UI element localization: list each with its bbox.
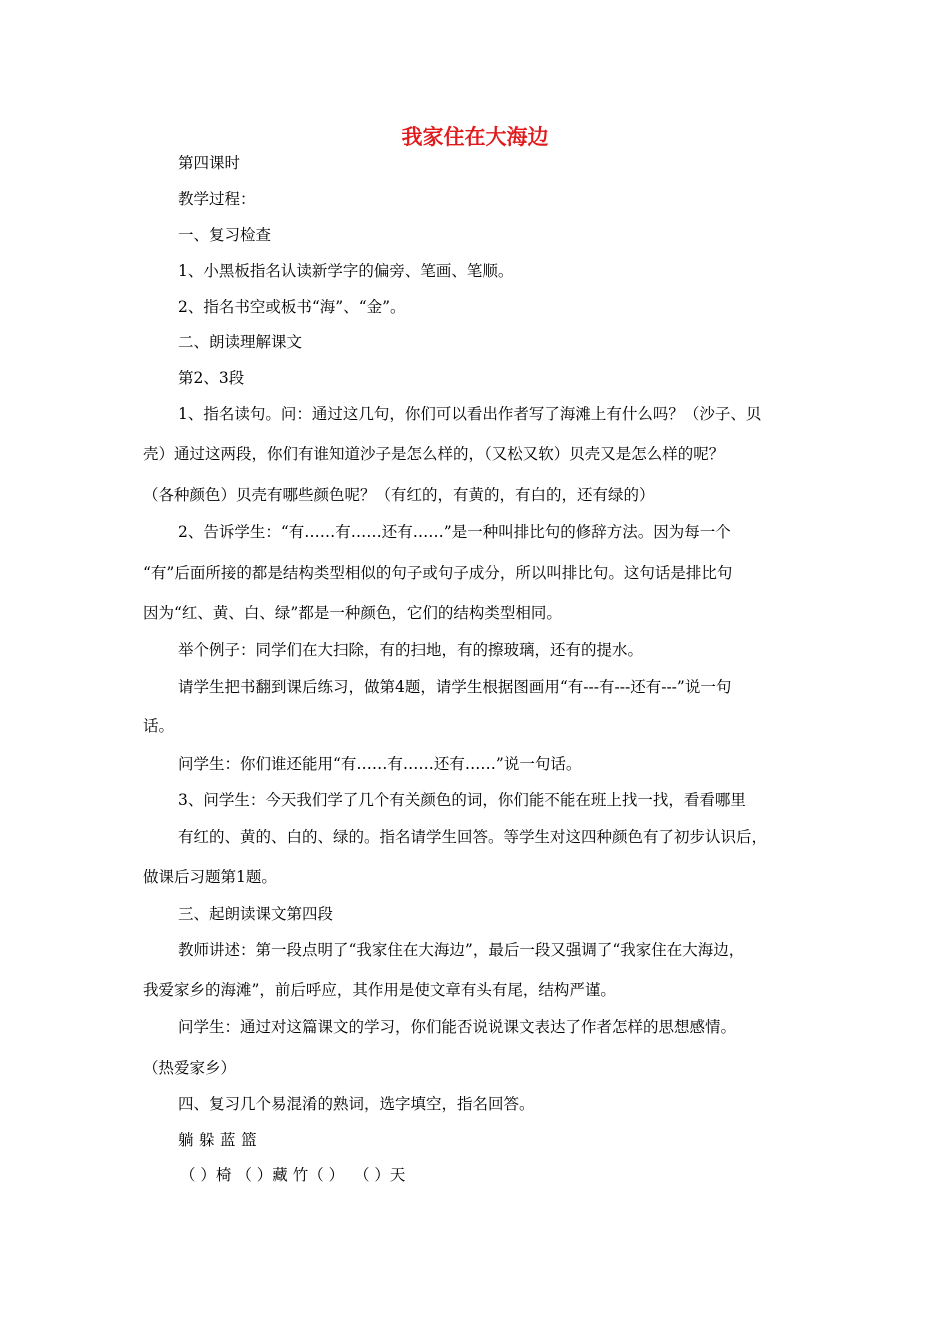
paragraph-line: 第2、3段 <box>178 369 245 387</box>
paragraph-line: 2、告诉学生：“有……有……还有……”是一种叫排比句的修辞方法。因为每一个 <box>178 523 731 541</box>
paragraph-line: 话。 <box>143 717 175 735</box>
paragraph-line: （热爱家乡） <box>143 1059 237 1077</box>
paragraph-line: 教师讲述：第一段点明了“我家住在大海边”，最后一段又强调了“我家住在大海边， <box>178 941 745 959</box>
paragraph-line: 壳）通过这两段，你们有谁知道沙子是怎么样的，（又松又软）贝壳又是怎么样的呢？ <box>143 445 725 463</box>
paragraph-line: 2、指名书空或板书“海”、“金”。 <box>178 298 406 316</box>
paragraph-line: 做课后习题第1题。 <box>143 868 277 886</box>
heading-review-words: 四、复习几个易混淆的熟词，选字填空，指名回答。 <box>178 1095 535 1113</box>
document-title: 我家住在大海边 <box>401 125 549 149</box>
heading-review: 一、复习检查 <box>178 226 272 244</box>
paragraph-line: 因为“红、黄、白、绿”都是一种颜色，它们的结构类型相同。 <box>143 604 562 622</box>
paragraph-line: “有”后面所接的都是结构类型相似的句子或句子成分，所以叫排比句。这句话是排比句 <box>143 564 733 582</box>
paragraph-line: 问学生：你们谁还能用“有……有……还有……”说一句话。 <box>178 755 582 773</box>
paragraph-line: 1、小黑板指名认读新学字的偏旁、笔画、笔顺。 <box>178 262 514 280</box>
paragraph-line: 问学生：通过对这篇课文的学习，你们能否说说课文表达了作者怎样的思想感情。 <box>178 1018 737 1036</box>
fill-in-blanks: （ ）椅 （ ）藏 竹（ ） （ ）天 <box>180 1166 406 1184</box>
word-choices: 躺 躲 蓝 篮 <box>178 1131 257 1149</box>
paragraph-line: 请学生把书翻到课后练习，做第4题，请学生根据图画用“有---有---还有---”说一句 <box>178 678 732 696</box>
paragraph-line: 1、指名读句。问：通过这几句，你们可以看出作者写了海滩上有什么吗？（沙子、贝 <box>178 405 762 423</box>
lesson-period: 第四课时 <box>178 154 241 172</box>
paragraph-line: 有红的、黄的、白的、绿的。指名请学生回答。等学生对这四种颜色有了初步认识后， <box>178 828 768 846</box>
paragraph-line: 3、问学生：今天我们学了几个有关颜色的词，你们能不能在班上找一找，看看哪里 <box>178 791 746 809</box>
section-label: 教学过程： <box>178 190 256 208</box>
paragraph-line: 举个例子：同学们在大扫除，有的扫地，有的擦玻璃，还有的提水。 <box>178 641 644 659</box>
heading-read-fourth: 三、起朗读课文第四段 <box>178 905 334 923</box>
paragraph-line: （各种颜色）贝壳有哪些颜色呢？（有红的，有黄的，有白的，还有绿的） <box>143 486 655 504</box>
paragraph-line: 我爱家乡的海滩”，前后呼应，其作用是使文章有头有尾，结构严谨。 <box>143 981 616 999</box>
heading-reading: 二、朗读理解课文 <box>178 333 303 351</box>
